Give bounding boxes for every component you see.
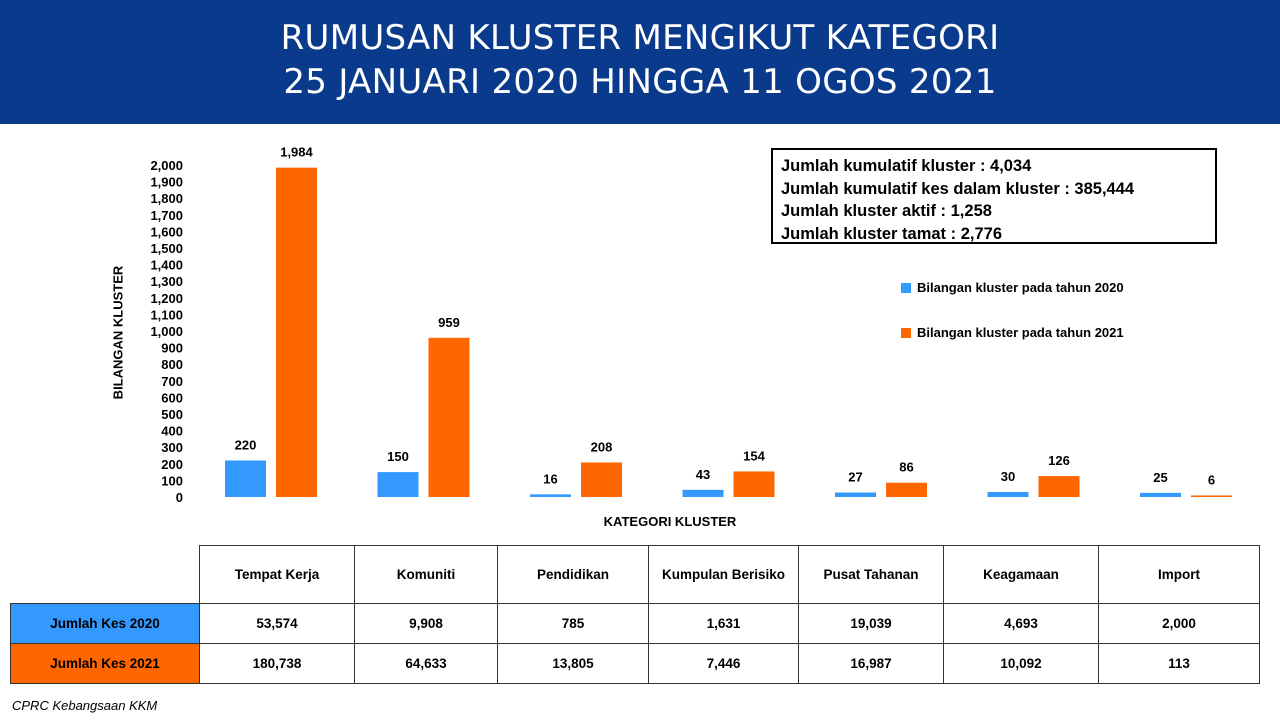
y-tick-label: 600 xyxy=(161,390,183,406)
table-header-cell: Pusat Tahanan xyxy=(799,546,944,604)
legend-label-2020: Bilangan kluster pada tahun 2020 xyxy=(917,280,1124,295)
y-tick-label: 1,800 xyxy=(150,191,183,207)
legend-swatch-2020 xyxy=(901,283,911,293)
y-axis-title: BILANGAN KLUSTER xyxy=(110,265,126,400)
table-cell: 2,000 xyxy=(1099,604,1260,644)
y-tick-label: 800 xyxy=(161,357,183,373)
bar-value-label: 16 xyxy=(543,471,558,487)
y-tick-label: 700 xyxy=(161,373,183,389)
legend-label-2021: Bilangan kluster pada tahun 2021 xyxy=(917,325,1124,340)
summary-active-clusters: Jumlah kluster aktif : 1,258 xyxy=(781,202,992,220)
table-cell: 16,987 xyxy=(799,644,944,684)
bar-2021 xyxy=(886,483,927,497)
title-line-1: RUMUSAN KLUSTER MENGIKUT KATEGORI xyxy=(280,18,1000,58)
bar-value-label: 30 xyxy=(1000,469,1016,485)
bar-value-label: 154 xyxy=(743,448,765,464)
bar-2020 xyxy=(378,472,419,497)
bar-2021 xyxy=(734,471,775,497)
y-tick-label: 1,900 xyxy=(150,174,183,190)
bar-value-label: 6 xyxy=(1207,472,1216,488)
bar-2020 xyxy=(530,494,571,497)
bar-2021 xyxy=(581,462,622,497)
bar-2020 xyxy=(835,493,876,497)
table-header-cell: Pendidikan xyxy=(498,546,649,604)
bar-2020 xyxy=(683,490,724,497)
bar-value-label: 126 xyxy=(1048,453,1070,469)
table-cell: 785 xyxy=(498,604,649,644)
table-cell: 4,693 xyxy=(944,604,1099,644)
table-cell: 53,574 xyxy=(200,604,355,644)
table-header-cell: Keagamaan xyxy=(944,546,1099,604)
y-tick-label: 1,200 xyxy=(150,290,183,306)
bar-value-label: 959 xyxy=(438,314,460,330)
table-header-cell: Tempat Kerja xyxy=(200,546,355,604)
y-tick-label: 300 xyxy=(161,440,183,456)
table-row xyxy=(11,604,1260,644)
table-cell: 10,092 xyxy=(944,644,1099,684)
table-header-cell: Import xyxy=(1099,546,1260,604)
bar-value-label: 43 xyxy=(695,466,711,482)
y-tick-label: 1,500 xyxy=(150,241,183,256)
summary-total-clusters: Jumlah kumulatif kluster : 4,034 xyxy=(781,157,1032,175)
bar-2021 xyxy=(1039,476,1080,497)
cases-table xyxy=(10,545,1260,684)
x-axis-title: KATEGORI KLUSTER xyxy=(603,514,737,529)
bar-value-label: 86 xyxy=(899,459,914,475)
summary-ended-clusters: Jumlah kluster tamat : 2,776 xyxy=(781,224,1003,243)
bar-2021 xyxy=(429,338,470,497)
y-tick-label: 1,700 xyxy=(150,207,183,223)
y-tick-label: 1,600 xyxy=(150,224,183,240)
y-tick-label: 2,000 xyxy=(150,158,183,173)
y-axis-ticks xyxy=(150,158,183,505)
title-line-2: 25 JANUARI 2020 HINGGA 11 OGOS 2021 xyxy=(283,62,997,102)
row-label-2020: Jumlah Kes 2020 xyxy=(11,604,200,644)
bar-2021 xyxy=(276,168,317,497)
table-cell: 19,039 xyxy=(799,604,944,644)
y-tick-label: 500 xyxy=(161,407,183,422)
summary-total-cases: Jumlah kumulatif kes dalam kluster : 385,444 xyxy=(781,179,1135,198)
table-corner xyxy=(11,546,200,604)
table-cell: 180,738 xyxy=(200,644,355,684)
bar-value-label: 27 xyxy=(848,469,863,485)
bar-value-label: 220 xyxy=(234,437,257,453)
page-header xyxy=(0,0,1280,124)
bar-2020 xyxy=(988,492,1029,497)
source-footer: CPRC Kebangsaan KKM xyxy=(12,698,158,713)
y-tick-label: 1,100 xyxy=(150,307,183,323)
summary-box xyxy=(771,148,1217,244)
table-cell: 7,446 xyxy=(649,644,799,684)
table-cell: 1,631 xyxy=(649,604,799,644)
table-cell: 13,805 xyxy=(498,644,649,684)
table-header-cell: Komuniti xyxy=(355,546,498,604)
legend-swatch-2021 xyxy=(901,328,911,338)
y-tick-label: 200 xyxy=(161,456,183,472)
table-row xyxy=(11,644,1260,684)
row-label-2021: Jumlah Kes 2021 xyxy=(11,644,200,684)
y-tick-label: 1,400 xyxy=(150,257,183,273)
legend-item-2021 xyxy=(901,325,1124,340)
y-tick-label: 900 xyxy=(161,340,183,356)
bar-2020 xyxy=(1140,493,1181,497)
bar-2021 xyxy=(1191,496,1232,498)
y-tick-label: 400 xyxy=(161,423,183,439)
y-tick-label: 1,300 xyxy=(150,274,183,290)
y-tick-label: 0 xyxy=(175,490,183,505)
table-header-cell: Kumpulan Berisiko xyxy=(649,546,799,604)
table-header-row xyxy=(11,546,1260,604)
bar-2020 xyxy=(225,460,266,497)
bar-value-label: 25 xyxy=(1153,469,1168,485)
table-cell: 113 xyxy=(1099,644,1260,684)
bar-value-label: 208 xyxy=(590,439,613,455)
y-tick-label: 1,000 xyxy=(150,324,183,339)
table-cell: 64,633 xyxy=(355,644,498,684)
bar-value-label: 1,984 xyxy=(280,144,313,160)
table-cell: 9,908 xyxy=(355,604,498,644)
y-tick-label: 100 xyxy=(161,473,183,489)
bar-value-label: 150 xyxy=(387,449,409,465)
legend-item-2020 xyxy=(901,280,1124,295)
